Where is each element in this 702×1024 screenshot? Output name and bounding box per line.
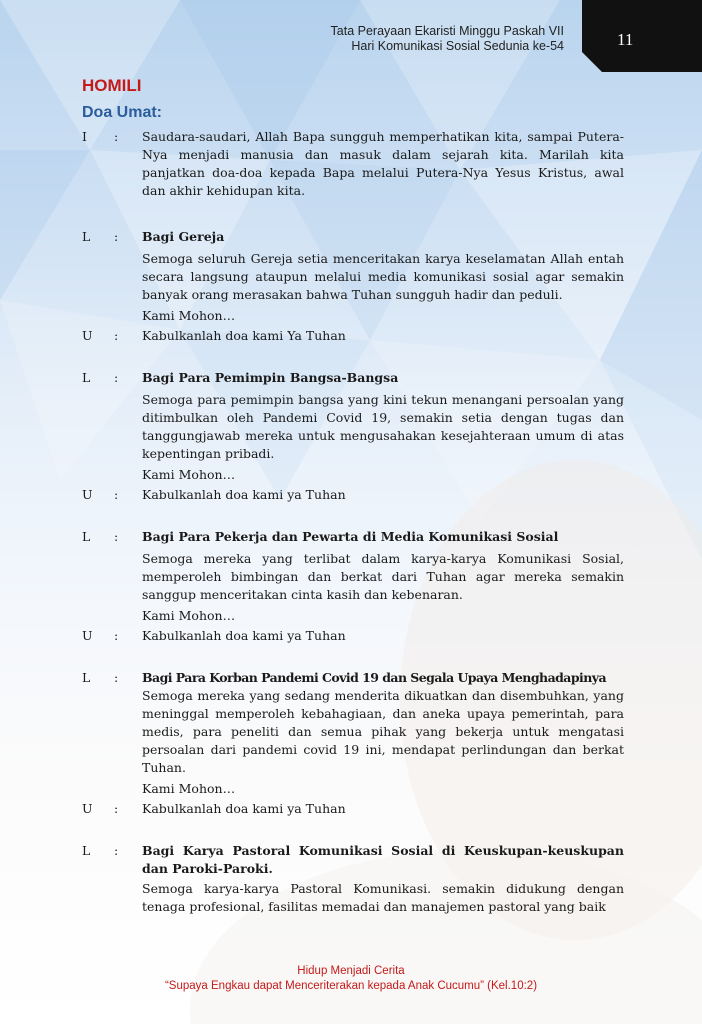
colon: : xyxy=(114,328,119,343)
prayer-closing: Kami Mohon… xyxy=(142,308,236,323)
prayer-response: Kabulkanlah doa kami ya Tuhan xyxy=(142,628,346,643)
colon: : xyxy=(114,670,119,685)
page-number-tab xyxy=(582,0,702,72)
prayer-heading-row xyxy=(82,842,624,878)
colon: : xyxy=(114,487,119,502)
prayer-body: Semoga mereka yang terlibat dalam karya-karya Komunikasi Sosial, memperoleh bimbingan dan berkat dari Tuhan agar mereka semakin sanggup menceritakan cinta kasih dan kebenaran. xyxy=(142,551,624,602)
colon: : xyxy=(114,129,119,144)
prayer-closing: Kami Mohon… xyxy=(142,467,236,482)
header-line-2: Hari Komunikasi Sosial Sedunia ke-54 xyxy=(351,39,564,53)
speaker-label: L xyxy=(82,843,91,858)
prayer-body: Semoga karya-karya Pastoral Komunikasi. semakin didukung dengan tenaga profesional, fasilitas memadai dan manajemen pastoral yang baik xyxy=(142,881,624,914)
prayer-heading-row xyxy=(82,669,624,687)
speaker-label: L xyxy=(82,229,91,244)
colon: : xyxy=(114,229,119,244)
prayer-heading: Bagi Karya Pastoral Komunikasi Sosial di Keuskupan-keuskupan dan Paroki-Paroki. xyxy=(142,843,624,876)
colon: : xyxy=(114,529,119,544)
prayer-closing: Kami Mohon… xyxy=(142,608,236,623)
prayer-heading: Bagi Para Korban Pandemi Covid 19 dan Segala Upaya Menghadapinya xyxy=(142,670,607,685)
prayer-response: Kabulkanlah doa kami ya Tuhan xyxy=(142,801,346,816)
prayer-heading: Bagi Gereja xyxy=(142,229,225,244)
prayer-body: Semoga para pemimpin bangsa yang kini tekun menangani persoalan yang ditimbulkan oleh Pandemi Covid 19, semakin setia dengan tugas dan tanggungjawab mereka untuk mengusahakan kesejahteraan umum di atas kepentingan pribadi. xyxy=(142,392,624,461)
footer-line-1: Hidup Menjadi Cerita xyxy=(297,965,405,977)
speaker-label: U xyxy=(82,328,93,343)
page-number: 11 xyxy=(617,30,634,49)
response-row xyxy=(82,627,624,645)
prayer-content xyxy=(82,128,624,916)
speaker-label: L xyxy=(82,370,91,385)
intro-row xyxy=(82,128,624,200)
prayer-response: Kabulkanlah doa kami ya Tuhan xyxy=(142,487,346,502)
colon: : xyxy=(114,628,119,643)
speaker-label: L xyxy=(82,529,91,544)
prayer-heading: Bagi Para Pemimpin Bangsa-Bangsa xyxy=(142,370,399,385)
running-header xyxy=(331,24,564,54)
header-line-1: Tata Perayaan Ekaristi Minggu Paskah VII xyxy=(330,24,564,38)
section-subtitle: Doa Umat: xyxy=(82,104,163,121)
speaker-label: L xyxy=(82,670,91,685)
prayer-body: Semoga mereka yang sedang menderita dikuatkan dan disembuhkan, yang meninggal memperoleh kebahagiaan, dan aneka upaya pemerintah, para medis, para peneliti dan semua pihak yang bekerja untuk mengatasi persoalan dari pandemi covid 19 ini, mendapat perlindungan dan berkat Tuhan. xyxy=(142,688,624,775)
speaker-label: U xyxy=(82,628,93,643)
colon: : xyxy=(114,370,119,385)
speaker-label: U xyxy=(82,487,93,502)
footer-line-2: “Supaya Engkau dapat Menceriterakan kepada Anak Cucumu” (Kel.10:2) xyxy=(164,980,538,992)
prayer-closing: Kami Mohon… xyxy=(142,781,236,796)
prayer-heading: Bagi Para Pekerja dan Pewarta di Media Komunikasi Sosial xyxy=(142,529,559,544)
prayer-response: Kabulkanlah doa kami Ya Tuhan xyxy=(142,328,346,343)
section-title: HOMILI xyxy=(82,76,142,95)
speaker-label: I xyxy=(82,129,87,144)
prayer-heading-row xyxy=(82,369,624,387)
intro-text: Saudara-saudari, Allah Bapa sungguh memperhatikan kita, sampai Putera-Nya menjadi manusia dan masuk dalam sejarah kita. Marilah kita panjatkan doa-doa kepada Bapa melalui Putera-Nya Yesus Kristus, awal dan akhir kehidupan kita. xyxy=(142,129,624,198)
response-row xyxy=(82,800,624,818)
response-row xyxy=(82,486,624,504)
colon: : xyxy=(114,843,119,858)
prayer-body: Semoga seluruh Gereja setia menceritakan karya keselamatan Allah entah secara langsung ataupun melalui media komunikasi sosial agar semakin banyak orang merasakan bahwa Tuhan sungguh hadir dan peduli. xyxy=(142,251,624,302)
colon: : xyxy=(114,801,119,816)
prayer-heading-row xyxy=(82,528,624,546)
prayer-heading-row xyxy=(82,228,624,246)
speaker-label: U xyxy=(82,801,93,816)
response-row xyxy=(82,327,624,345)
page-footer xyxy=(0,964,702,994)
